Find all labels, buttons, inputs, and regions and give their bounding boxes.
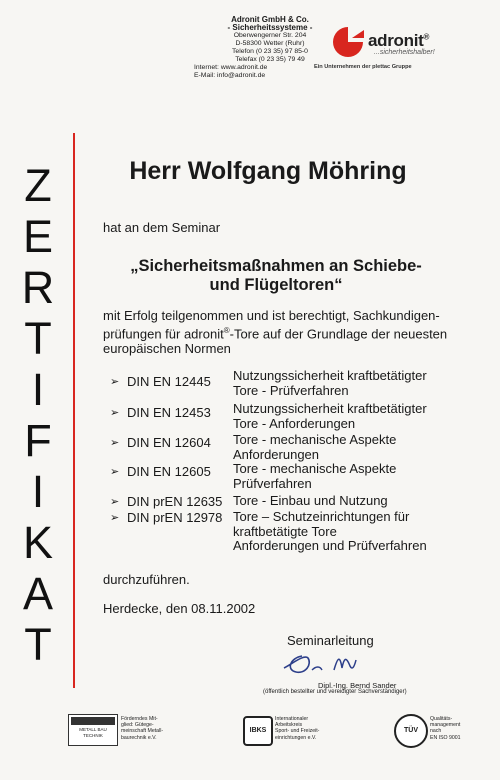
red-divider-line (73, 133, 75, 688)
norm-code: DIN prEN 12978 (127, 510, 223, 525)
logo-wordmark: adronit® (368, 31, 430, 50)
norm-description: Nutzungssicherheit kraftbetätigter Tore - Prüfverfahren (233, 368, 427, 398)
norm-description: Tore – Schutzeinrichtungen für kraftbetätigte Tore Anforderungen und Prüfverfahren (233, 509, 427, 553)
closing-text: durchzuführen. (103, 572, 190, 587)
group-line: Ein Unternehmen der plettac Gruppe (314, 64, 412, 70)
metallbau-text: Förderndes Mit- glied: Gütege- meinschaft Metall- baurechnik e.V. (121, 716, 164, 741)
tuev-seal: TÜV (394, 714, 428, 748)
email: E-Mail: info@adronit.de (194, 72, 266, 79)
result-line-2: prüfungen für adronit®-Tore auf der Grundlage der neuesten (103, 326, 448, 342)
signatory-note: (öffentlich bestellter und vereidigter Sachverständiger) (263, 689, 407, 695)
result-text (103, 308, 447, 356)
bullet-arrow-icon: ➢ (110, 466, 120, 478)
seminar-title-line-1: „Sicherheitsmaßnahmen an Schiebe- (130, 257, 422, 275)
title-letter-e: E (22, 211, 53, 262)
handwritten-signature (282, 644, 372, 678)
bullet-arrow-icon: ➢ (110, 376, 120, 388)
signatory-name: Dipl.-Ing. Bernd Sander (318, 681, 397, 690)
title-letter-f: F (24, 415, 52, 466)
title-letter-k: K (22, 517, 53, 568)
bullet-arrow-icon: ➢ (110, 496, 120, 508)
tuev-text: Qualitäts- management nach EN ISO 9001 (430, 716, 461, 741)
seminar-title (126, 257, 426, 295)
ibks-seal: IBKS (243, 716, 273, 746)
seminar-title-line-2: und Flügeltoren“ (209, 276, 343, 294)
result-line-1: mit Erfolg teilgenommen und ist berechtigt, Sachkundigen- (103, 308, 440, 323)
norm-description: Tore - Einbau und Nutzung (233, 493, 388, 508)
website: Internet: www.adronit.de (194, 64, 268, 71)
bullet-arrow-icon: ➢ (110, 512, 120, 524)
result-line-3: europäischen Normen (103, 341, 231, 357)
title-letter-i-2: I (31, 466, 45, 517)
norm-description: Nutzungssicherheit kraftbetätigter Tore - Anforderungen (233, 401, 427, 431)
recipient-name: Herr Wolfgang Möhring (129, 157, 407, 185)
company-address (190, 16, 350, 80)
norm-code: DIN EN 12605 (127, 464, 211, 479)
title-letter-t-2: T (24, 619, 52, 670)
company-name: Adronit GmbH & Co. (231, 15, 309, 24)
norm-description: Tore - mechanische Aspekte Anforderungen (233, 432, 397, 462)
company-subtitle: - Sicherheitssysteme - (227, 23, 313, 32)
signature-title: Seminarleitung (287, 633, 374, 648)
norm-code: DIN EN 12453 (127, 405, 211, 420)
fax: Telefax (0 23 35) 79 49 (235, 56, 305, 63)
norm-code: DIN prEN 12635 (127, 494, 223, 509)
metallbau-seal: METALL BAU TECHNIK (68, 714, 118, 746)
place-date: Herdecke, den 08.11.2002 (103, 601, 256, 616)
title-letter-a: A (22, 568, 53, 619)
ibks-text: Internationaler Arbeitskreis Sport- und Freizeit- einrichtungen e.V. (275, 716, 320, 741)
norm-code: DIN EN 12445 (127, 374, 211, 389)
title-letter-i: I (31, 364, 45, 415)
bullet-arrow-icon: ➢ (110, 407, 120, 419)
title-letter-t: T (24, 313, 52, 364)
address-street: Oberwengerner Str. 204 (233, 32, 307, 39)
adronit-logo-icon (330, 24, 366, 60)
logo-slogan: ...sicherheitshalber! (374, 49, 435, 56)
intro-text: hat an dem Seminar (103, 220, 221, 235)
norm-description: Tore - mechanische Aspekte Prüfverfahren (233, 461, 397, 491)
bullet-arrow-icon: ➢ (110, 437, 120, 449)
title-letter-z: Z (24, 160, 52, 211)
address-city: D-58300 Wetter (Ruhr) (235, 40, 305, 47)
norm-code: DIN EN 12604 (127, 435, 211, 450)
title-letter-r: R (21, 262, 55, 313)
phone: Telefon (0 23 35) 97 85-0 (232, 48, 308, 55)
